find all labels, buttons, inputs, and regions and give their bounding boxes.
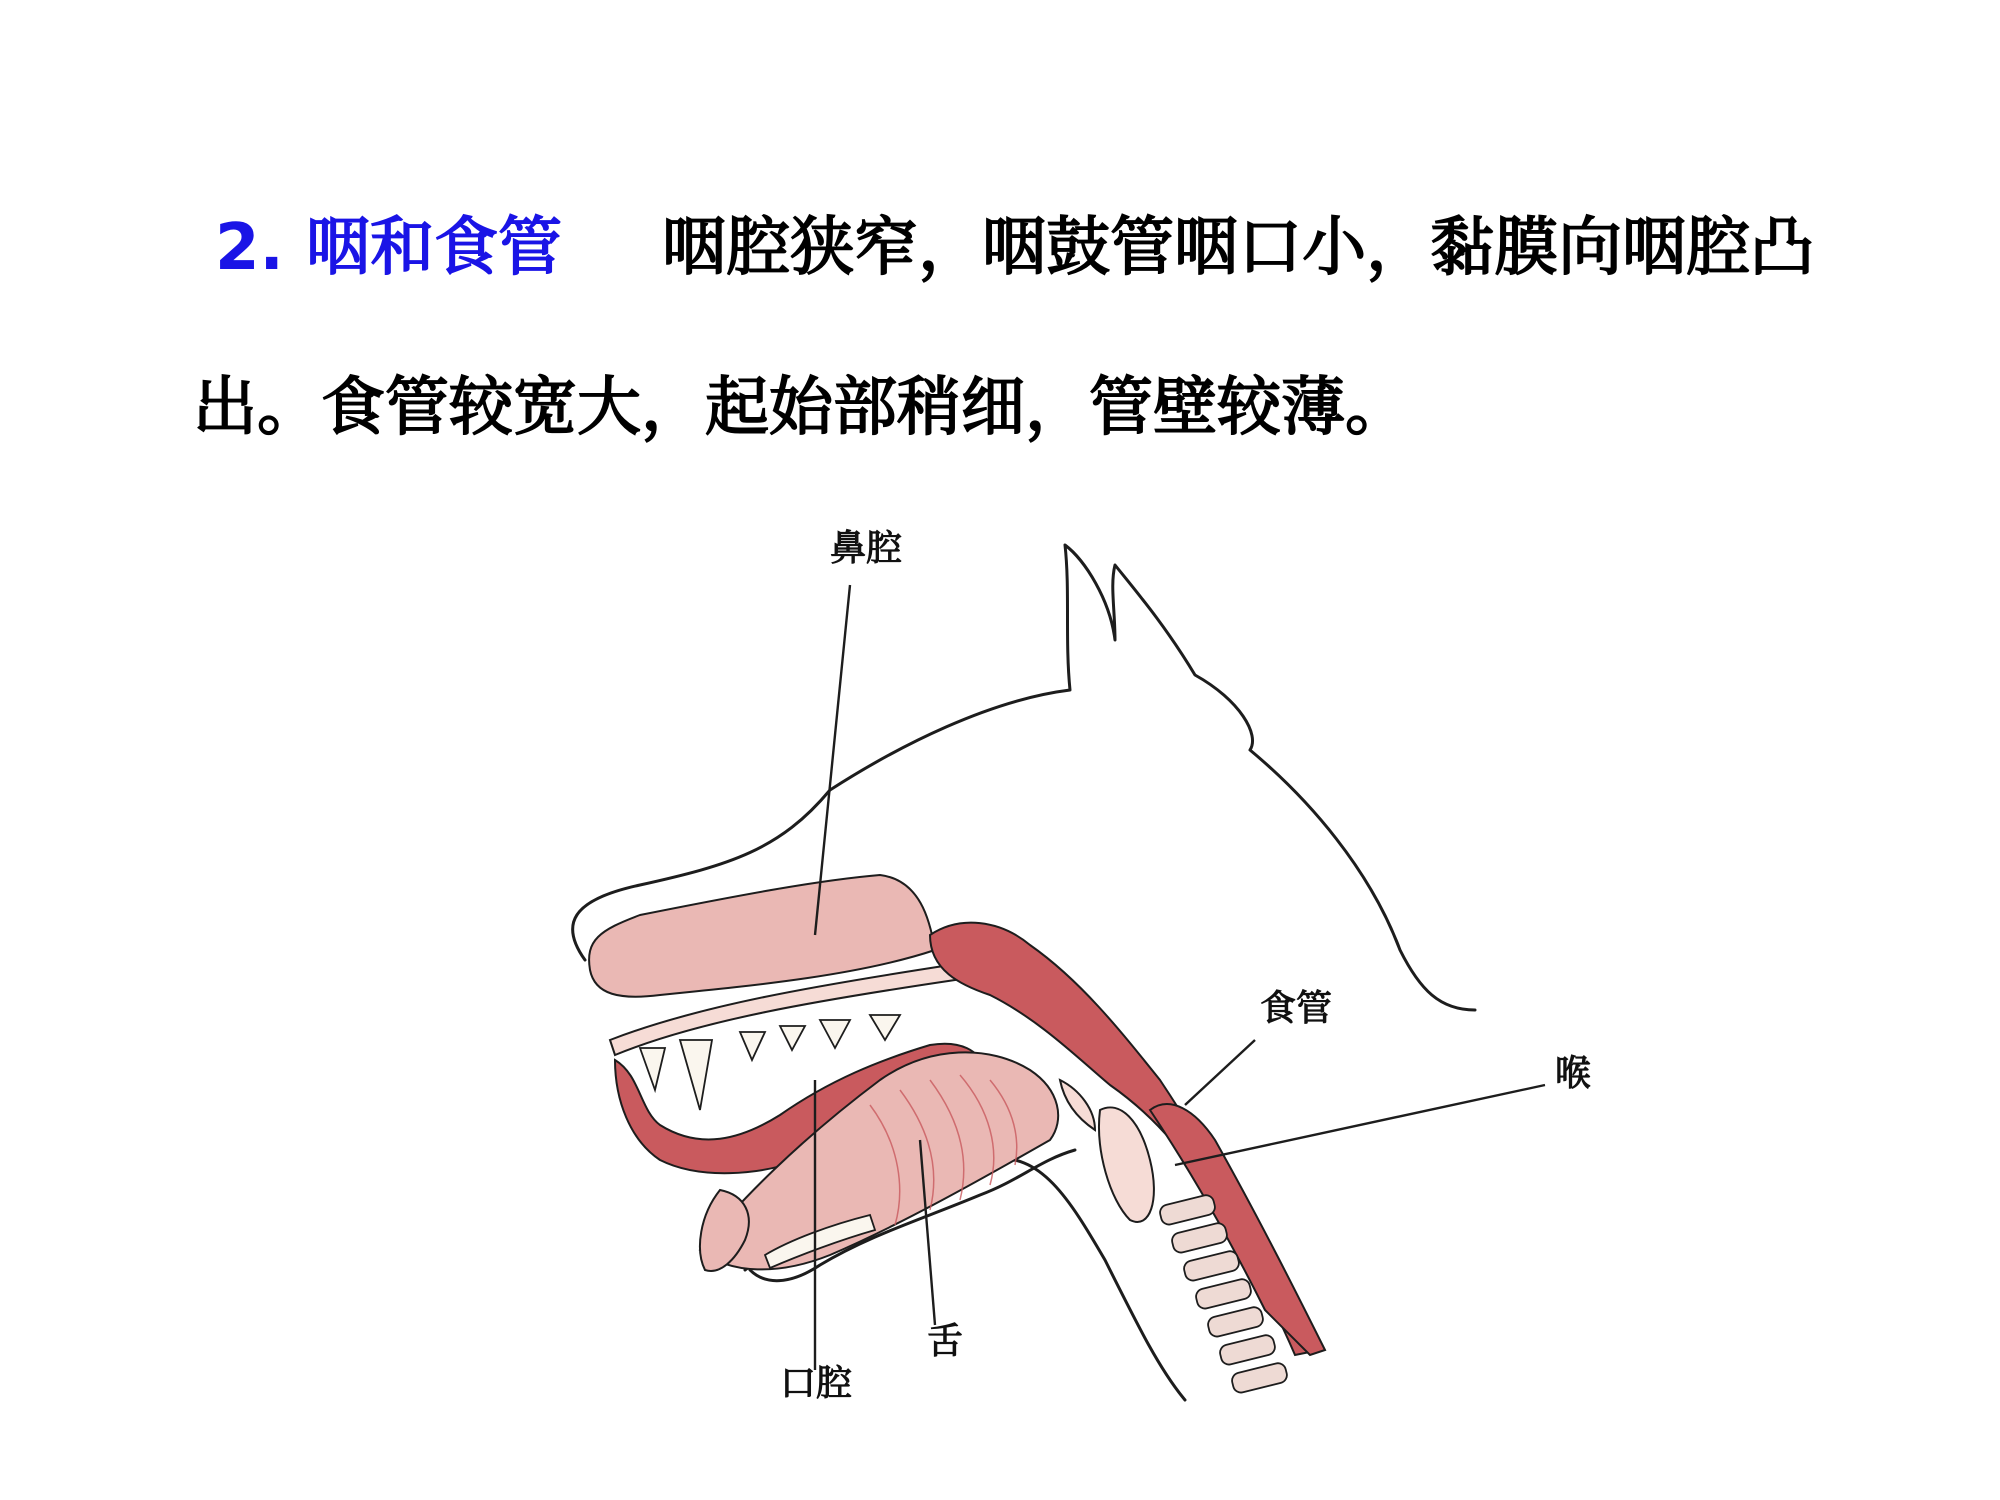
label-oral-cavity: 口腔 [780,1362,853,1404]
label-nasal-cavity: 鼻腔 [830,527,903,569]
text-line-2: 出。食管较宽大，起始部稍细，管壁较薄。 [193,371,1409,445]
dog-head-sagittal-diagram [540,520,1680,1440]
esophagus-leader [1185,1040,1255,1105]
label-larynx: 喉 [1555,1052,1592,1094]
larynx-leader [1175,1085,1545,1165]
label-esophagus: 食管 [1260,987,1333,1029]
epiglottis [1060,1080,1095,1130]
label-tongue: 舌 [927,1320,964,1362]
section-heading: 2. 咽和食管 [215,211,563,285]
text-line-1 [215,208,1814,288]
line1-body: 咽腔狭窄，咽鼓管咽口小，黏膜向咽腔凸 [662,211,1815,285]
larynx-cartilage [1099,1107,1154,1221]
